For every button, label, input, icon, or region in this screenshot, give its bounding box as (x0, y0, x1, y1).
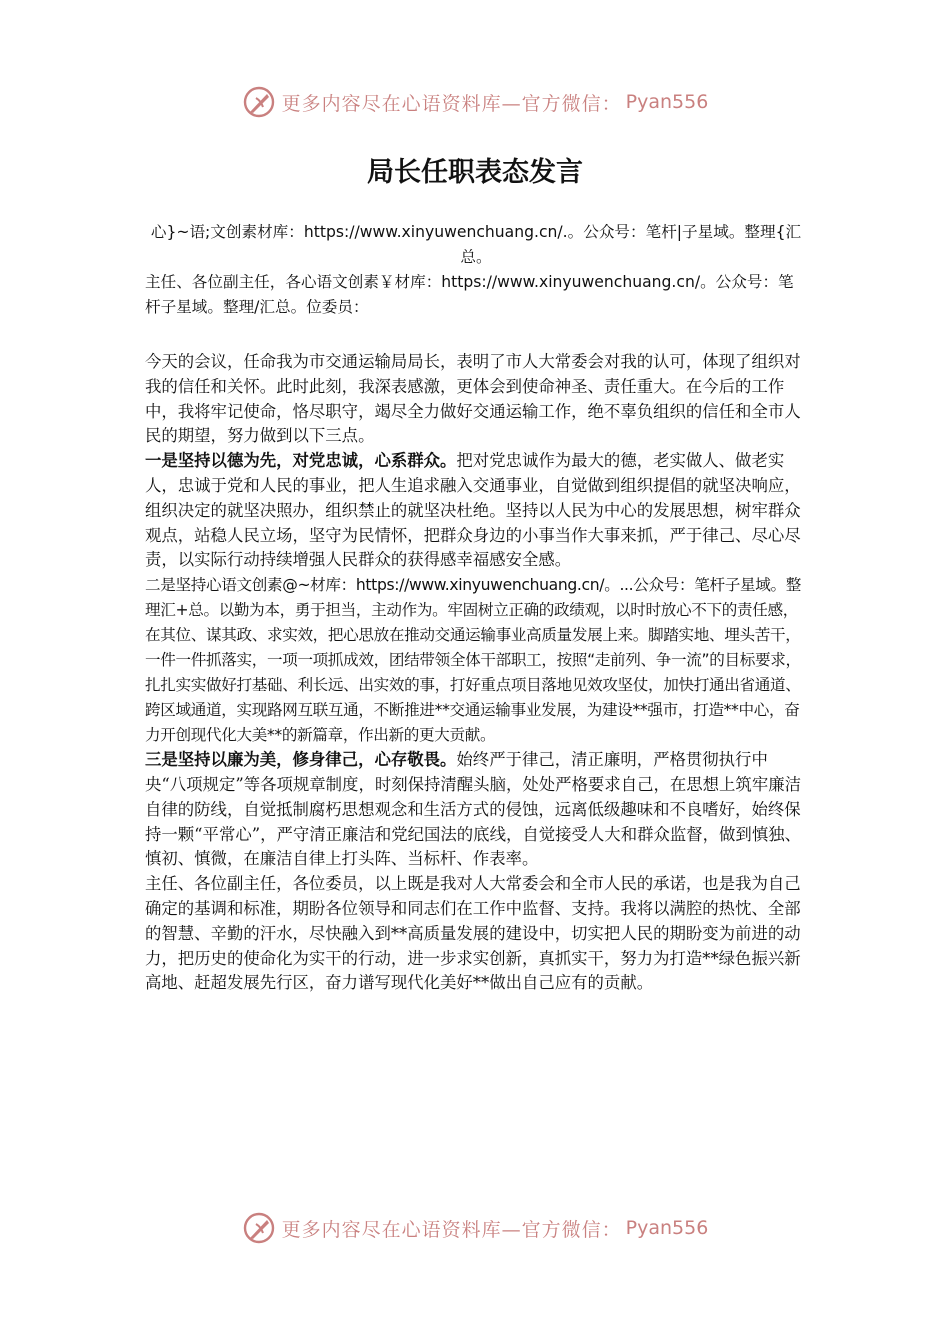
header-banner (0, 82, 950, 122)
banner-text: 更多内容尽在心语资料库—官方微信： (281, 1218, 622, 1241)
quill-logo-icon (242, 85, 276, 119)
point-2-paragraph: 二是坚持心语文创素@~材库：https://www.xinyuwenchuang.cn/。...公众号：笔杆子星域。整理汇+总。以勤为本，勇于担当，主动作为。牢固树立正确的政绩观，以时时放心不下的责任感，在其位、谋其政、求实效，把心思放在推动交通运输事业高质量发展上来。脚踏实地、埋头苦干，一件一件抓落实，一项一项抓成效，团结带领全体干部职工，按照“走前列、争一流”的目标要求，扎扎实实做好打基础、利长远、出实效的事，打好重点项目落地见效攻坚仗，加快打通出省通道、跨区域通道，实现路网互联互通，不断推进**交通运输事业发展，为建设**强市，打造**中心，奋力开创现代化大美**的新篇章，作出新的更大贡献。 (145, 576, 801, 745)
point-1-body: 把对党忠诚作为最大的德，老实做人、做老实人，忠诚于党和人民的事业，把人生追求融入交通事业，自觉做到组织提倡的就坚决响应，组织决定的就坚决照办，组织禁止的就坚决杜绝。坚持以人民为中心的发展思想，树牢群众观点，站稳人民立场，坚守为民情怀，把群众身边的小事当作大事来抓，严于律己、尽心尽责，以实际行动持续增强人民群众的获得感幸福感安全感。 (145, 451, 801, 570)
intro-paragraph: 今天的会议，任命我为市交通运输局局长，表明了市人大常委会对我的认可，体现了组织对我的信任和关怀。此时此刻，我深表感激，更体会到使命神圣、责任重大。在今后的工作中，我将牢记使命，恪尽职守，竭尽全力做好交通运输工作，绝不辜负组织的信任和全市人民的期望，努力做到以下三点。 (145, 352, 801, 446)
banner-text: 更多内容尽在心语资料库—官方微信： (281, 92, 622, 115)
point-3-heading: 三是坚持以廉为美，修身律己，心存敬畏。 (145, 750, 457, 770)
banner-wechat-id: Pyan556 (625, 1217, 709, 1239)
closing-paragraph: 主任、各位副主任，各位委员，以上既是我对人大常委会和全市人民的承诺，也是我为自己确定的基调和标准，期盼各位领导和同志们在工作中监督、支持。我将以满腔的热忱、全部的智慧、辛勤的汗水，尽快融入到**高质量发展的建设中，切实把人民的期盼变为前进的动力，把历史的使命化为实干的行动，进一步求实创新，真抓实干，努力为打造**绿色振兴新高地、赶超发展先行区，奋力谱写现代化美好**做出自己应有的贡献。 (145, 874, 801, 993)
footer-banner (0, 1208, 950, 1248)
point-1-paragraph (145, 449, 807, 573)
point-3-body: 始终严于律己，清正廉明，严格贯彻执行中央“八项规定”等各项规章制度，时刻保持清醒头脑，处处严格要求自己，在思想上筑牢廉洁自律的防线，自觉抵制腐朽思想观念和生活方式的侵蚀，远离低级趣味和不良嗜好，始终保持一颗“平常心”，严守清正廉洁和党纪国法的底线，自觉接受人大和群众监督，做到慎独、慎初、慎微，在廉洁自律上打头阵、当标杆、作表率。 (145, 750, 801, 869)
salutation: 主任、各位副主任，各心语文创素￥材库：https://www.xinyuwenchuang.cn/。公众号：笔杆子星域。整理/汇总。位委员： (145, 273, 794, 316)
point-3-paragraph (145, 748, 807, 872)
paragraph-gap (145, 320, 807, 350)
banner-wechat-id: Pyan556 (625, 91, 709, 113)
watermark-line: 心}~语;文创素材库：https://www.xinyuwenchuang.cn/.。公众号：笔杆|子星域。整理{汇总。 (150, 223, 802, 266)
point-1-heading: 一是坚持以德为先，对党忠诚，心系群众。 (145, 451, 457, 471)
quill-logo-icon (242, 1211, 276, 1245)
document-body (145, 220, 807, 996)
document-title: 局长任职表态发言 (367, 157, 583, 188)
